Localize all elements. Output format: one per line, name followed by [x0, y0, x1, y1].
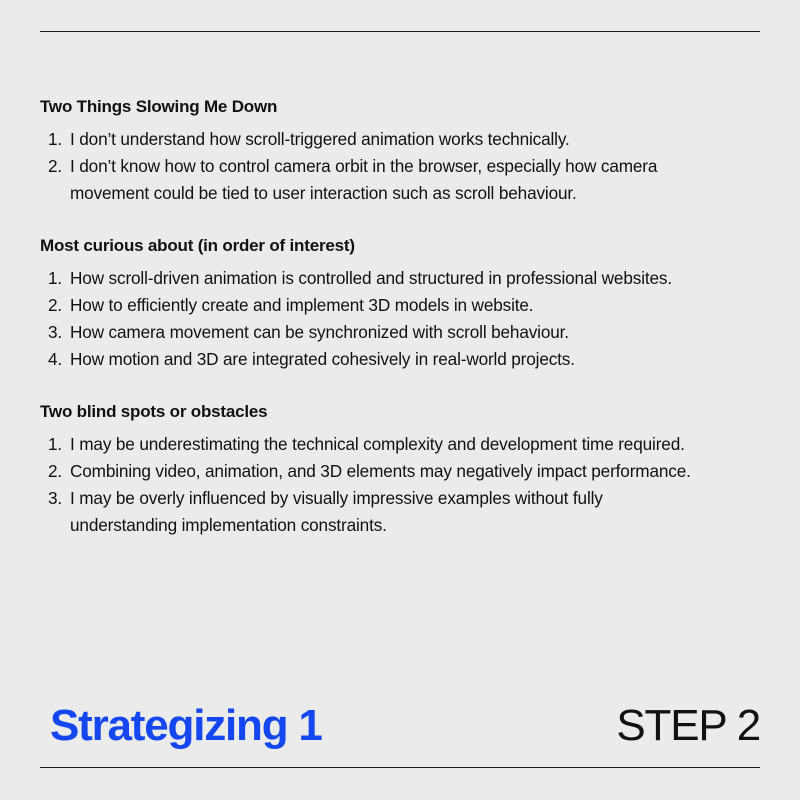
list-item: [40, 153, 780, 207]
section-heading: Two Things Slowing Me Down: [40, 97, 278, 116]
list-item-text: Combining video, animation, and 3D elements may negatively impact performance.: [70, 461, 691, 481]
list-item-text: I may be underestimating the technical complexity and development time required.: [70, 434, 685, 454]
main-content: [40, 94, 780, 565]
list-item-text: How to efficiently create and implement 3D models in website.: [70, 295, 534, 315]
list-item: [40, 319, 780, 346]
list-item: [40, 265, 780, 292]
list-item-text: I don’t know how to control camera orbit in the browser, especially how camera movement could be tied to user interaction such as scroll behaviour.: [70, 156, 658, 203]
section-heading: Most curious about (in order of interest): [40, 236, 355, 255]
section-blind-spots: [40, 399, 780, 539]
section-most-curious: [40, 233, 780, 373]
list-number: 3.: [48, 322, 63, 342]
section-heading: Two blind spots or obstacles: [40, 402, 268, 421]
list-item: [40, 431, 780, 458]
list-item-text: How motion and 3D are integrated cohesively in real-world projects.: [70, 349, 575, 369]
numbered-list: [40, 431, 780, 539]
list-item-text: How camera movement can be synchronized with scroll behaviour.: [70, 322, 569, 342]
list-item: [40, 485, 780, 539]
list-number: 2.: [48, 295, 63, 315]
section-slowing-down: [40, 94, 780, 207]
numbered-list: [40, 265, 780, 373]
list-item: [40, 346, 780, 373]
list-number: 3.: [48, 488, 63, 508]
slide-title: Strategizing 1: [50, 701, 322, 750]
list-item-text: I don’t understand how scroll-triggered animation works technically.: [70, 129, 570, 149]
list-item-text: How scroll-driven animation is controlled and structured in professional websites.: [70, 268, 672, 288]
numbered-list: [40, 126, 780, 207]
bottom-divider: [40, 767, 760, 768]
list-number: 1.: [48, 129, 63, 149]
list-number: 2.: [48, 156, 63, 176]
list-item: [40, 126, 780, 153]
step-label: STEP 2: [616, 701, 760, 750]
list-item-text: I may be overly influenced by visually impressive examples without fully understanding implementation constraints.: [70, 488, 603, 535]
list-number: 2.: [48, 461, 63, 481]
list-number: 1.: [48, 268, 63, 288]
list-number: 1.: [48, 434, 63, 454]
list-item: [40, 292, 780, 319]
list-item: [40, 458, 780, 485]
list-number: 4.: [48, 349, 63, 369]
top-divider: [40, 31, 760, 32]
